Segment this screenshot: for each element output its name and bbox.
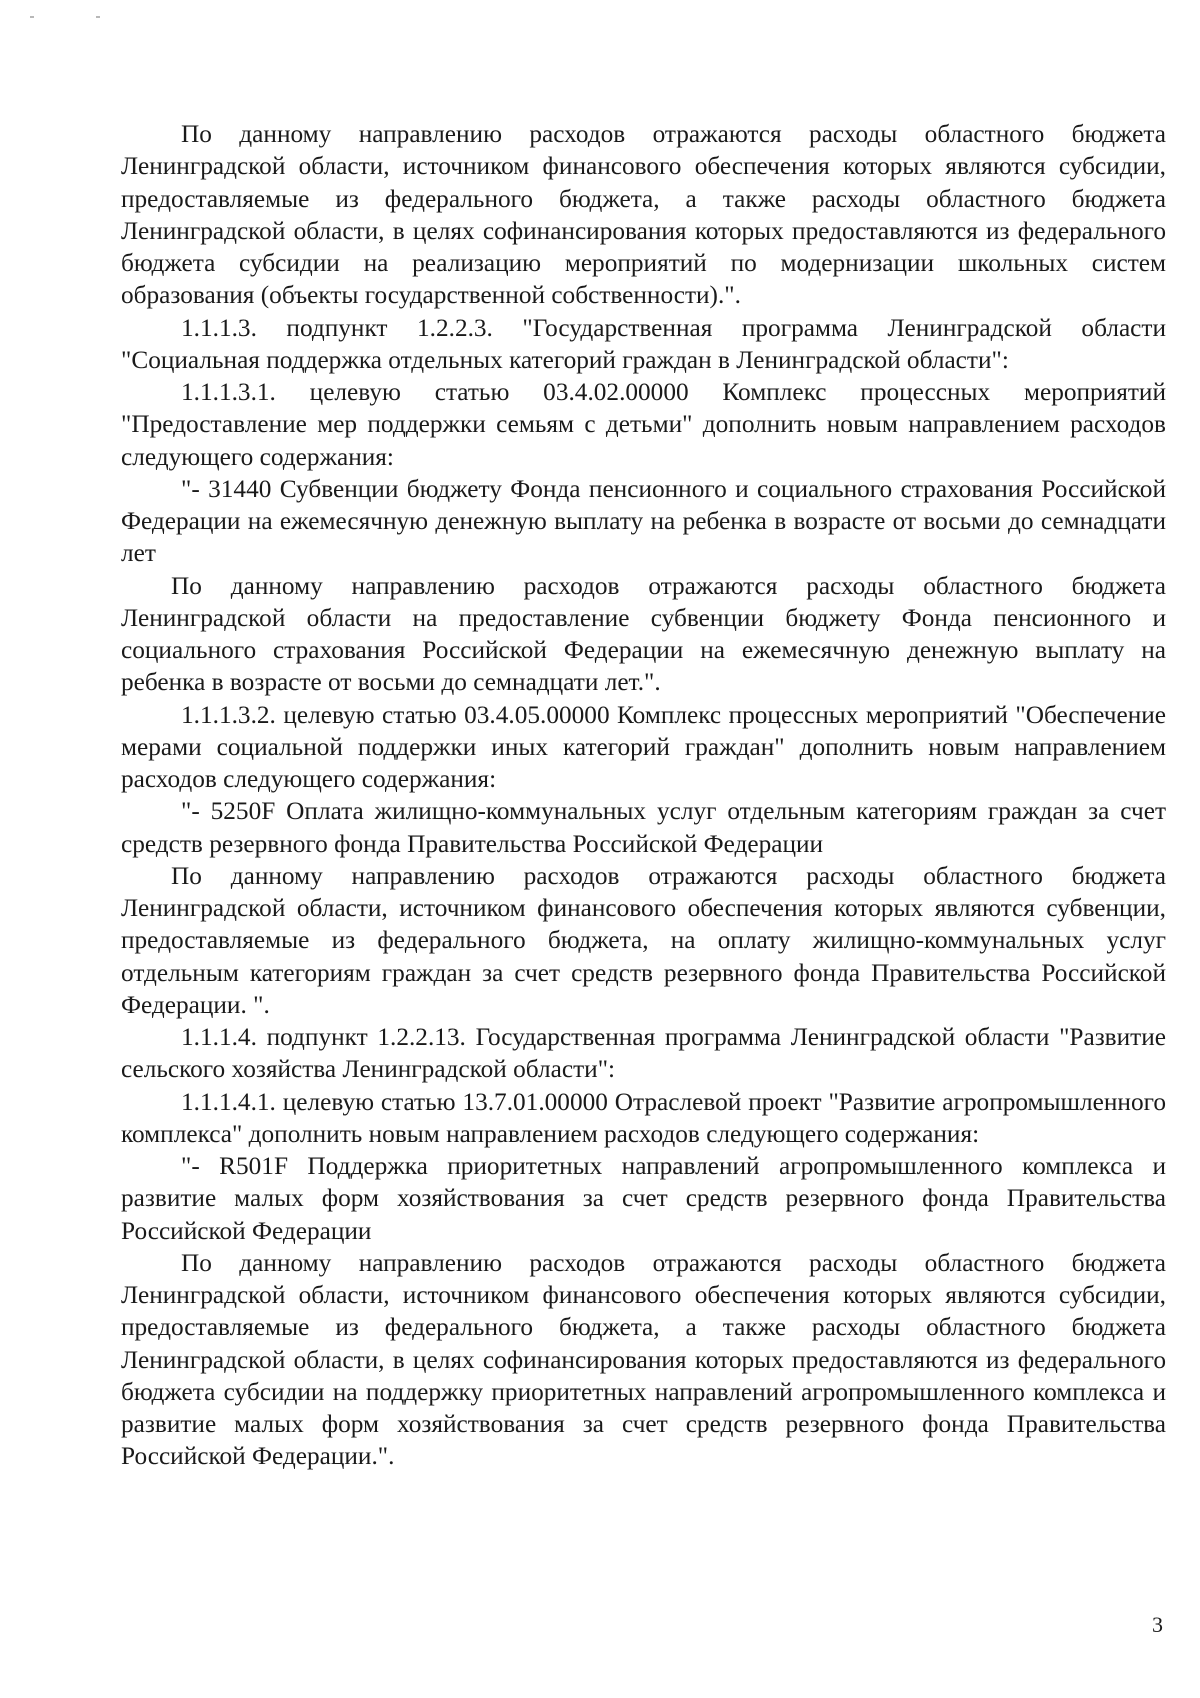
document-body bbox=[121, 118, 1166, 1473]
paragraph: "- 5250F Оплата жилищно-коммунальных услуг отдельным категориям граждан за счет средств резервного фонда Правительства Российской Федерации bbox=[121, 797, 1166, 858]
paragraph: "- R501F Поддержка приоритетных направлений агропромышленного комплекса и развитие малых форм хозяйствования за счет средств резервного фонда Правительства Российской Федерации bbox=[121, 1152, 1166, 1245]
paragraph: 1.1.1.3.2. целевую статью 03.4.05.00000 Комплекс процессных мероприятий "Обеспечение мерами социальной поддержки иных категорий граждан" дополнить новым направлением расходов следующего содержания: bbox=[121, 700, 1166, 793]
paragraph: 1.1.1.4. подпункт 1.2.2.13. Государственная программа Ленинградской области "Развитие сельского хозяйства Ленинградской области": bbox=[121, 1023, 1166, 1084]
scan-artifact bbox=[30, 16, 34, 18]
paragraph: По данному направлению расходов отражаются расходы областного бюджета Ленинградской области, источником финансового обеспечения которых являются субвенции, предоставляемые из федерального бюджета, на оплату жилищно-коммунальных услуг отдельным категориям граждан за счет средств резервного фонда Правительства Российской Федерации. ". bbox=[121, 861, 1166, 1019]
paragraph: 1.1.1.4.1. целевую статью 13.7.01.00000 Отраслевой проект "Развитие агропромышленного комплекса" дополнить новым направлением расходов следующего содержания: bbox=[121, 1087, 1166, 1148]
page-number: 3 bbox=[1152, 1612, 1163, 1637]
paragraph: По данному направлению расходов отражаются расходы областного бюджета Ленинградской области на предоставление субвенции бюджету Фонда пенсионного и социального страхования Российской Федерации на ежемесячную денежную выплату на ребенка в возрасте от восьми до семнадцати лет.". bbox=[121, 571, 1166, 697]
paragraph: 1.1.1.3. подпункт 1.2.2.3. "Государственная программа Ленинградской области "Социальная поддержка отдельных категорий граждан в Ленинградской области": bbox=[121, 313, 1166, 374]
paragraph: 1.1.1.3.1. целевую статью 03.4.02.00000 Комплекс процессных мероприятий "Предоставление мер поддержки семьям с детьми" дополнить новым направлением расходов следующего содержания: bbox=[121, 378, 1166, 471]
paragraph: По данному направлению расходов отражаются расходы областного бюджета Ленинградской области, источником финансового обеспечения которых являются субсидии, предоставляемые из федерального бюджета, а также расходы областного бюджета Ленинградской области, в целях софинансирования которых предоставляются из федерального бюджета субсидии на поддержку приоритетных направлений агропромышленного комплекса и развитие малых форм хозяйствования за счет средств резервного фонда Правительства Российской Федерации.". bbox=[121, 1248, 1166, 1471]
paragraph: "- 31440 Субвенции бюджету Фонда пенсионного и социального страхования Российской Федерации на ежемесячную денежную выплату на ребенка в возрасте от восьми до семнадцати лет bbox=[121, 474, 1166, 568]
paragraph: По данному направлению расходов отражаются расходы областного бюджета Ленинградской области, источником финансового обеспечения которых являются субсидии, предоставляемые из федерального бюджета, а также расходы областного бюджета Ленинградской области, в целях софинансирования которых предоставляются из федерального бюджета субсидии на реализацию мероприятий по модернизации школьных систем образования (объекты государственной собственности).". bbox=[121, 120, 1166, 310]
scan-artifact bbox=[96, 16, 100, 18]
